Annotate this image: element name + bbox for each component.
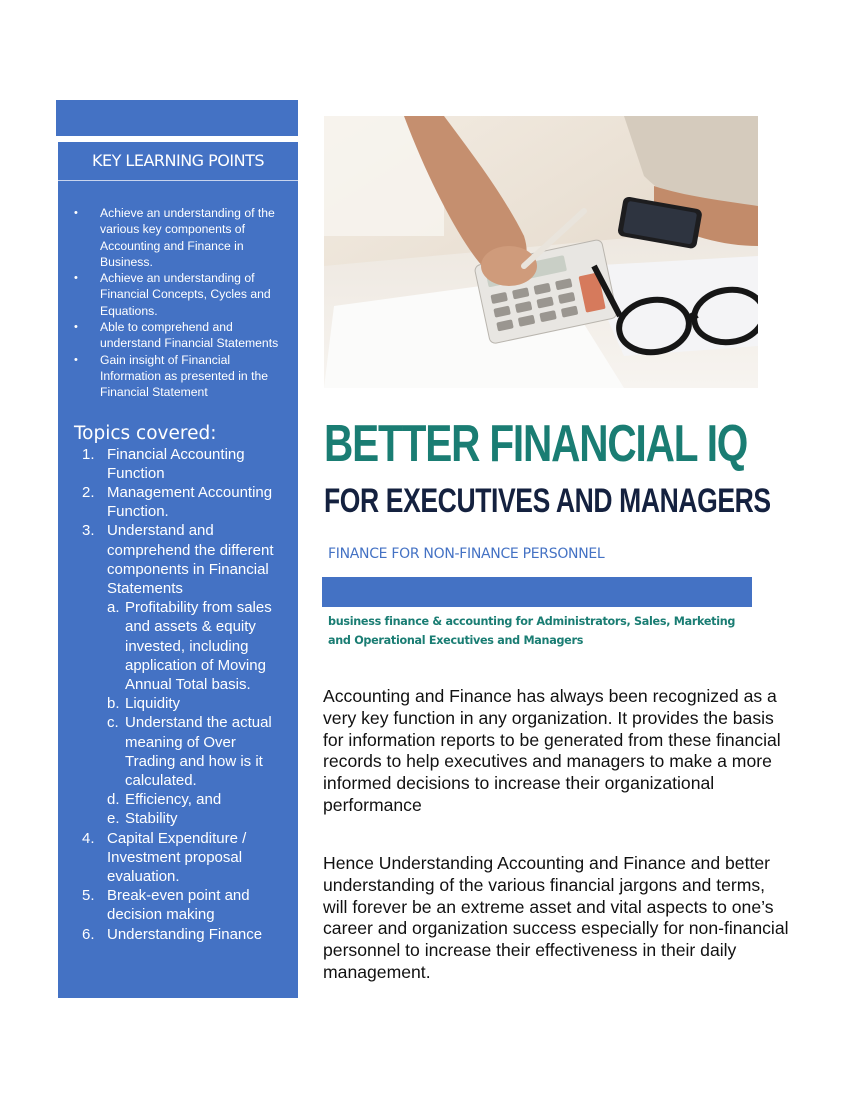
key-learning-points-list — [58, 205, 298, 401]
list-item: • Achieve an understanding of the various key components of Accounting and Finance in Business. — [74, 206, 275, 269]
subtopics-list — [107, 598, 284, 828]
topic-item: 6. Understanding Finance — [82, 925, 263, 943]
value-paragraph: Hence Understanding Accounting and Finance and better understanding of the various financial jargons and terms, will forever be an extreme asset and vital aspects to one’s career and organization success especially for non-financial personnel to increase their effectiveness in their daily management. — [323, 853, 789, 982]
topic-item: 2. Management Accounting Function. — [82, 483, 273, 521]
subtopic-item: d. Efficiency, and — [107, 791, 222, 809]
topic-item: 3. Understand and comprehend the different components in Financial Statements a. Profitability from sales and assets & equity invested, including application of Moving Annual Total basis. b. Liquidity c. Understand the actual meaning of Over Trading and how is it calculated. d. Efficiency, and e. Stability — [58, 521, 284, 828]
subtopic-item: a. Profitability from sales and assets & equity invested, including application of Moving Annual Total basis. — [107, 599, 272, 693]
subtopic-item: c. Understand the actual meaning of Over Trading and how is it calculated. — [107, 714, 272, 790]
course-category: FINANCE FOR NON-FINANCE PERSONNEL — [328, 546, 605, 562]
page-title: BETTER FINANCIAL IQ — [324, 415, 748, 473]
bullet-icon: • — [74, 321, 78, 334]
audience-tagline: business finance & accounting for Administrators, Sales, Marketing and Operational Executives and Managers — [328, 615, 736, 647]
list-item: • Gain insight of Financial Information as presented in the Financial Statement — [74, 352, 269, 400]
sidebar-panel — [58, 142, 298, 998]
key-learning-points-heading: KEY LEARNING POINTS — [58, 142, 298, 181]
bullet-icon: • — [74, 272, 78, 285]
topic-item: 4. Capital Expenditure / Investment proposal evaluation. — [82, 829, 247, 886]
accent-bar — [322, 577, 752, 607]
bullet-icon: • — [74, 207, 78, 219]
topic-item: 5. Break-even point and decision making — [82, 887, 250, 924]
topics-list — [58, 445, 298, 944]
hero-photo-calculator-glasses — [324, 116, 758, 388]
intro-paragraph: Accounting and Finance has always been recognized as a very key function in any organization. It provides the basis for information reports to be generated from these financial records to help executives and managers to make a more informed decisions to increase their organizational performance — [323, 686, 781, 815]
list-item: • Able to comprehend and understand Financial Statements — [74, 320, 279, 351]
subtopic-item: b. Liquidity — [107, 695, 181, 713]
topic-item: 1. Financial Accounting Function — [82, 445, 245, 482]
page-subtitle: FOR EXECUTIVES AND MANAGERS — [324, 482, 771, 520]
subtopic-item: e. Stability — [107, 810, 178, 828]
topics-heading: Topics covered: — [74, 422, 217, 444]
list-item: • Achieve an understanding of Financial Concepts, Cycles and Equations. — [74, 271, 271, 318]
sidebar-header-bar — [56, 100, 298, 136]
sidebar-content — [58, 142, 298, 975]
bullet-icon: • — [74, 353, 78, 366]
hero-photo-illustration — [324, 116, 758, 388]
